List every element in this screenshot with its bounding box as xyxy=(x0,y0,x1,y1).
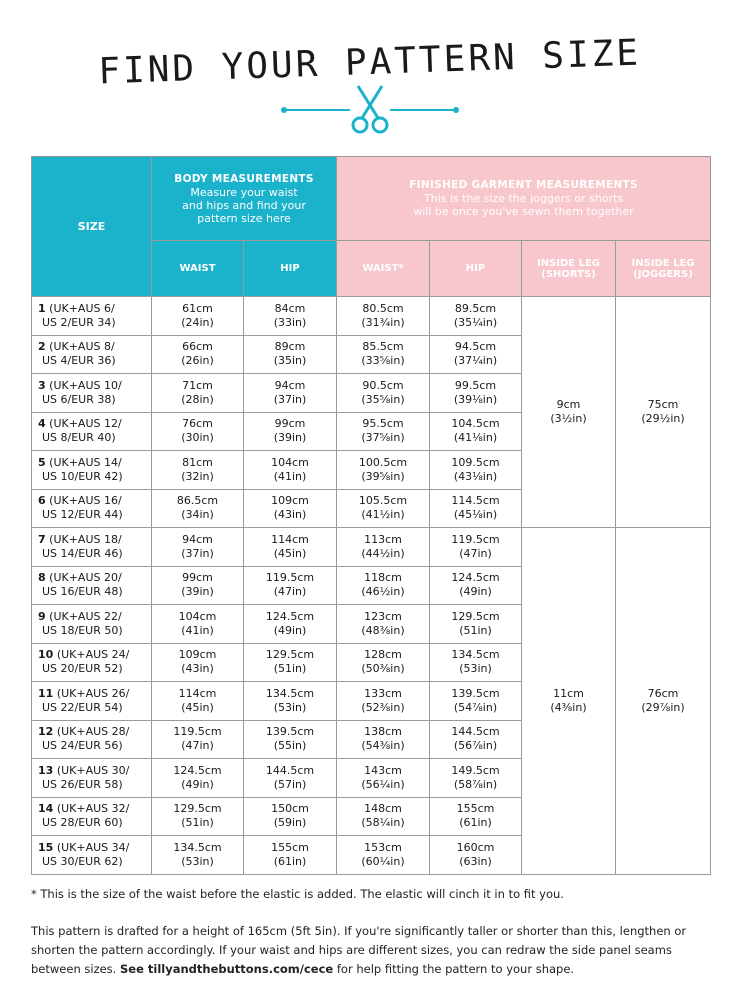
size-cell: 10 (UK+AUS 24/ US 20/EUR 52) xyxy=(32,643,152,682)
inside-leg-shorts-cell: 9cm (3½in) xyxy=(522,297,616,528)
size-cell: 5 (UK+AUS 14/ US 10/EUR 42) xyxy=(32,451,152,490)
header-inside-leg-shorts: INSIDE LEG (SHORTS) xyxy=(522,241,616,297)
hip-cell: 84cm (33in) xyxy=(244,297,337,336)
size-cell: 9 (UK+AUS 22/ US 18/EUR 50) xyxy=(32,605,152,644)
finished-hip-cell: 99.5cm (39⅛in) xyxy=(430,374,522,413)
hip-cell: 119.5cm (47in) xyxy=(244,566,337,605)
table-row xyxy=(32,297,711,336)
inside-leg-shorts-cell: 11cm (4⅜in) xyxy=(522,528,616,875)
size-cell: 8 (UK+AUS 20/ US 16/EUR 48) xyxy=(32,566,152,605)
hip-cell: 155cm (61in) xyxy=(244,836,337,875)
website-link[interactable]: See tillyandthebuttons.com/cece xyxy=(120,962,334,976)
finished-waist-cell: 85.5cm (33⅝in) xyxy=(337,335,430,374)
hip-cell: 134.5cm (53in) xyxy=(244,682,337,721)
waist-cell: 66cm (26in) xyxy=(152,335,244,374)
hip-cell: 144.5cm (57in) xyxy=(244,759,337,798)
finished-hip-cell: 114.5cm (45⅛in) xyxy=(430,489,522,528)
finished-waist-cell: 143cm (56¼in) xyxy=(337,759,430,798)
size-cell: 14 (UK+AUS 32/ US 28/EUR 60) xyxy=(32,797,152,836)
hip-cell: 129.5cm (51in) xyxy=(244,643,337,682)
hip-cell: 109cm (43in) xyxy=(244,489,337,528)
finished-waist-cell: 90.5cm (35⅝in) xyxy=(337,374,430,413)
hip-cell: 89cm (35in) xyxy=(244,335,337,374)
size-cell: 2 (UK+AUS 8/ US 4/EUR 36) xyxy=(32,335,152,374)
waist-cell: 99cm (39in) xyxy=(152,566,244,605)
finished-hip-cell: 129.5cm (51in) xyxy=(430,605,522,644)
hip-cell: 99cm (39in) xyxy=(244,412,337,451)
waist-cell: 81cm (32in) xyxy=(152,451,244,490)
finished-waist-cell: 128cm (50⅜in) xyxy=(337,643,430,682)
finished-hip-cell: 89.5cm (35¼in) xyxy=(430,297,522,336)
waist-cell: 109cm (43in) xyxy=(152,643,244,682)
header-hip: HIP xyxy=(244,241,337,297)
page-title-text: FIND YOUR PATTERN SIZE xyxy=(97,32,642,93)
waist-cell: 114cm (45in) xyxy=(152,682,244,721)
hip-cell: 139.5cm (55in) xyxy=(244,720,337,759)
finished-waist-cell: 105.5cm (41½in) xyxy=(337,489,430,528)
finished-waist-cell: 113cm (44½in) xyxy=(337,528,430,567)
size-cell: 12 (UK+AUS 28/ US 24/EUR 56) xyxy=(32,720,152,759)
finished-waist-cell: 100.5cm (39⅝in) xyxy=(337,451,430,490)
size-cell: 7 (UK+AUS 18/ US 14/EUR 46) xyxy=(32,528,152,567)
finished-hip-cell: 119.5cm (47in) xyxy=(430,528,522,567)
finished-waist-cell: 148cm (58¼in) xyxy=(337,797,430,836)
hip-cell: 114cm (45in) xyxy=(244,528,337,567)
table-row xyxy=(32,528,711,567)
header-size: SIZE xyxy=(32,157,152,297)
finished-waist-cell: 95.5cm (37⅝in) xyxy=(337,412,430,451)
hip-cell: 150cm (59in) xyxy=(244,797,337,836)
scissors-icon xyxy=(353,86,387,132)
header-waist: WAIST xyxy=(152,241,244,297)
size-cell: 13 (UK+AUS 30/ US 26/EUR 58) xyxy=(32,759,152,798)
finished-hip-cell: 134.5cm (53in) xyxy=(430,643,522,682)
finished-waist-cell: 118cm (46½in) xyxy=(337,566,430,605)
waist-cell: 104cm (41in) xyxy=(152,605,244,644)
finished-waist-cell: 138cm (54⅜in) xyxy=(337,720,430,759)
finished-hip-cell: 144.5cm (56⅞in) xyxy=(430,720,522,759)
finished-hip-cell: 94.5cm (37¼in) xyxy=(430,335,522,374)
waist-cell: 129.5cm (51in) xyxy=(152,797,244,836)
header-body-measurements: BODY MEASUREMENTS Measure your waist and hips and find your pattern size here xyxy=(152,157,337,241)
finished-hip-cell: 155cm (61in) xyxy=(430,797,522,836)
finished-hip-cell: 104.5cm (41⅛in) xyxy=(430,412,522,451)
header-inside-leg-joggers: INSIDE LEG (JOGGERS) xyxy=(616,241,711,297)
scissors-divider xyxy=(270,80,470,140)
header-finished-waist: WAIST* xyxy=(337,241,430,297)
waist-cell: 76cm (30in) xyxy=(152,412,244,451)
waist-cell: 119.5cm (47in) xyxy=(152,720,244,759)
waist-cell: 134.5cm (53in) xyxy=(152,836,244,875)
waist-cell: 61cm (24in) xyxy=(152,297,244,336)
finished-hip-cell: 109.5cm (43⅛in) xyxy=(430,451,522,490)
finished-waist-cell: 123cm (48⅜in) xyxy=(337,605,430,644)
size-cell: 4 (UK+AUS 12/ US 8/EUR 40) xyxy=(32,412,152,451)
waist-cell: 86.5cm (34in) xyxy=(152,489,244,528)
header-finished-hip: HIP xyxy=(430,241,522,297)
header-finished-measurements: FINISHED GARMENT MEASUREMENTS This is the size the joggers or shorts will be once you've sewn them together xyxy=(337,157,711,241)
hip-cell: 124.5cm (49in) xyxy=(244,605,337,644)
finished-waist-cell: 133cm (52⅜in) xyxy=(337,682,430,721)
waist-cell: 124.5cm (49in) xyxy=(152,759,244,798)
footnote: * This is the size of the waist before the elastic is added. The elastic will cinch it in to fit you. xyxy=(31,887,564,901)
finished-waist-cell: 80.5cm (31¾in) xyxy=(337,297,430,336)
size-cell: 11 (UK+AUS 26/ US 22/EUR 54) xyxy=(32,682,152,721)
pattern-note: This pattern is drafted for a height of 165cm (5ft 5in). If you're significantly taller or shorter than this, lengthen or shorten the pattern accordingly. If your waist and hips are different sizes, you can redraw the side panel seams between sizes. See tillyandthebuttons.com/cece for help fitting the pattern to your shape. xyxy=(31,924,687,976)
size-cell: 1 (UK+AUS 6/ US 2/EUR 34) xyxy=(32,297,152,336)
size-cell: 15 (UK+AUS 34/ US 30/EUR 62) xyxy=(32,836,152,875)
finished-hip-cell: 149.5cm (58⅞in) xyxy=(430,759,522,798)
inside-leg-joggers-cell: 76cm (29⅞in) xyxy=(616,528,711,875)
inside-leg-joggers-cell: 75cm (29½in) xyxy=(616,297,711,528)
size-table xyxy=(31,156,711,875)
size-cell: 3 (UK+AUS 10/ US 6/EUR 38) xyxy=(32,374,152,413)
size-cell: 6 (UK+AUS 16/ US 12/EUR 44) xyxy=(32,489,152,528)
finished-hip-cell: 139.5cm (54⅞in) xyxy=(430,682,522,721)
finished-hip-cell: 124.5cm (49in) xyxy=(430,566,522,605)
waist-cell: 94cm (37in) xyxy=(152,528,244,567)
finished-hip-cell: 160cm (63in) xyxy=(430,836,522,875)
finished-waist-cell: 153cm (60¼in) xyxy=(337,836,430,875)
hip-cell: 94cm (37in) xyxy=(244,374,337,413)
hip-cell: 104cm (41in) xyxy=(244,451,337,490)
waist-cell: 71cm (28in) xyxy=(152,374,244,413)
